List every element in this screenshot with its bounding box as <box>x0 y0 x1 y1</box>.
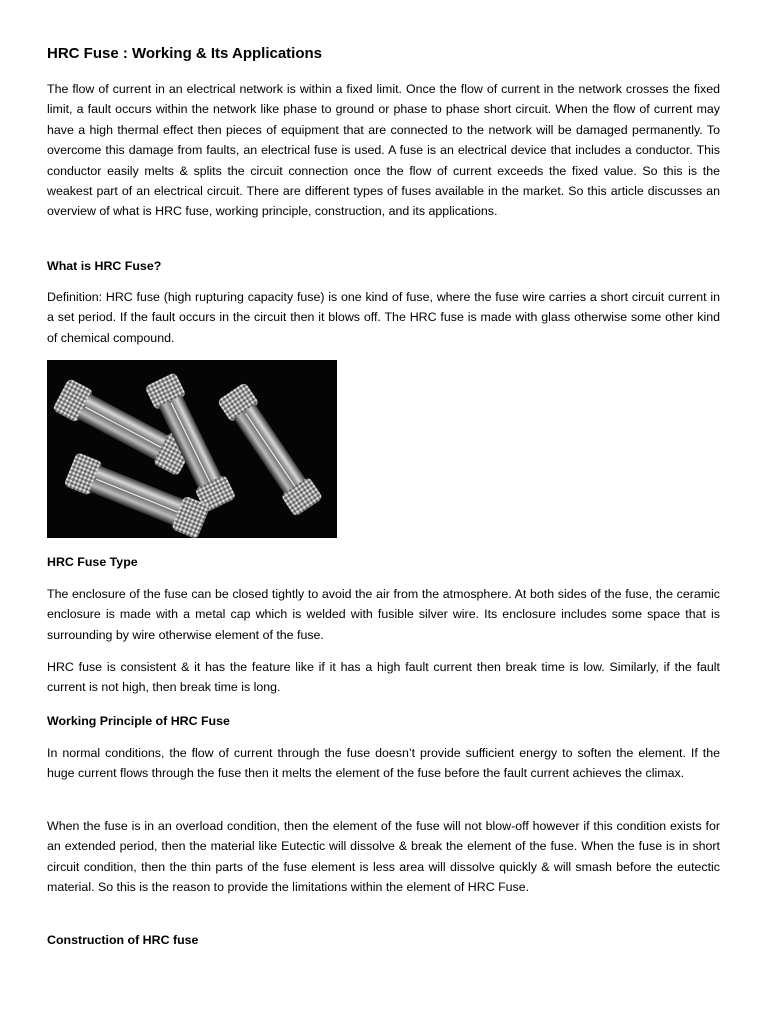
heading-hrc-fuse-type: HRC Fuse Type <box>47 555 138 569</box>
page-title: HRC Fuse : Working & Its Applications <box>47 45 323 62</box>
hrc-fuse-photo <box>47 360 337 538</box>
working-paragraph-1: In normal conditions, the flow of current through the fuse doesn’t provide sufficient energy to soften the element. If the huge current flows through the fuse then it melts the element of the fuse before the fault current achieves the climax. <box>47 746 720 781</box>
intro-paragraph: The flow of current in an electrical network is within a fixed limit. Once the flow of current in the network crosses the fixed limit, a fault occurs within the network like phase to ground or phase to phase short circuit. When the flow of current may have a high thermal effect then pieces of equipment that are connected to the network will be damaged permanently. To overcome this damage from faults, an electrical fuse is used. A fuse is an electrical device that includes a conductor. This conductor easily melts & splits the circuit connection once the flow of current exceeds the fixed value. So this is the weakest part of an electrical circuit. There are different types of fuses available in the market. So this article discusses an overview of what is HRC fuse, working principle, construction, and its applications. <box>47 82 720 219</box>
definition-paragraph: Definition: HRC fuse (high rupturing capacity fuse) is one kind of fuse, where the fuse wire carries a short circuit current in a set period. If the fault occurs in the circuit then it blows off. The HRC fuse is made with glass otherwise some other kind of chemical compound. <box>47 290 720 345</box>
heading-construction: Construction of HRC fuse <box>47 933 199 947</box>
type-paragraph-1: The enclosure of the fuse can be closed tightly to avoid the air from the atmosphere. At both sides of the fuse, the ceramic enclosure is made with a metal cap which is welded with fusible silver wire. Its enclosure includes some space that is surrounding by wire otherwise element of the fuse. <box>47 587 720 642</box>
heading-what-is-hrc-fuse: What is HRC Fuse? <box>47 259 162 273</box>
heading-working-principle: Working Principle of HRC Fuse <box>47 714 230 728</box>
working-paragraph-2: When the fuse is in an overload condition, then the element of the fuse will not blow-off however if this condition exists for an extended period, then the material like Eutectic will dissolve & break the element of the fuse. When the fuse is in short circuit condition, then the thin parts of the fuse element is less area will dissolve quickly & will smash before the eutectic material. So this is the reason to provide the limitations within the element of HRC Fuse. <box>47 819 720 895</box>
type-paragraph-2: HRC fuse is consistent & it has the feature like if it has a high fault current then break time is low. Similarly, if the fault current is not high, then break time is long. <box>47 660 720 695</box>
